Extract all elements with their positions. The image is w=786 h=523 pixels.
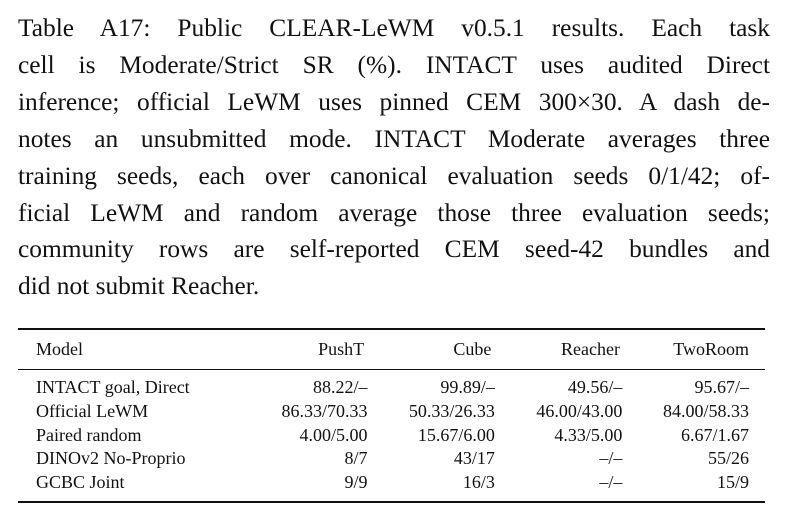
caption-line: Table A17: Public CLEAR-LeWM v0.5.1 results. Each task — [18, 14, 770, 42]
cell-model: Paired random — [36, 424, 142, 445]
cell-cube: 99.89/– — [440, 377, 495, 397]
results-table — [18, 328, 765, 503]
cell-reacher: –/– — [599, 472, 623, 493]
cell-reacher: 4.33/5.00 — [554, 424, 623, 445]
table-row — [18, 447, 765, 471]
caption-line: did not submit Reacher. — [18, 272, 260, 301]
cell-reacher: –/– — [599, 448, 623, 469]
cell-model: INTACT goal, Direct — [36, 377, 190, 397]
cell-pusht: 86.33/70.33 — [281, 400, 368, 421]
cell-tworoom: 95.67/– — [694, 377, 749, 397]
cell-pusht: 9/9 — [344, 472, 368, 493]
table-bottom-rule — [18, 501, 765, 503]
table-row — [18, 376, 765, 400]
header-row — [18, 330, 765, 369]
cell-cube: 16/3 — [462, 472, 495, 493]
cell-model: Official LeWM — [36, 400, 149, 421]
cell-pusht: 4.00/5.00 — [299, 424, 368, 445]
header-model: Model — [36, 339, 83, 359]
cell-pusht: 88.22/– — [312, 377, 368, 397]
cell-pusht: 8/7 — [344, 448, 368, 469]
table-row — [18, 471, 765, 495]
cell-model: DINOv2 No-Proprio — [36, 448, 186, 469]
header-reacher: Reacher — [561, 339, 621, 359]
caption-line: inference; official LeWM uses pinned CEM 300×30. A dash de- — [18, 87, 770, 116]
cell-cube: 15.67/6.00 — [417, 424, 495, 445]
cell-cube: 43/17 — [453, 448, 495, 469]
cell-tworoom: 15/9 — [716, 472, 749, 493]
table-body — [18, 376, 765, 495]
table-header — [18, 330, 765, 369]
cell-reacher: 49.56/– — [567, 377, 623, 397]
caption-line: notes an unsubmitted mode. INTACT Moderate averages three — [18, 124, 770, 153]
table-caption — [18, 10, 770, 305]
cell-reacher: 46.00/43.00 — [536, 400, 623, 421]
table-row — [18, 424, 765, 448]
caption-line: ficial LeWM and random average those three evaluation seeds; — [18, 198, 770, 227]
header-pusht: PushT — [318, 339, 365, 359]
header-cube: Cube — [453, 339, 492, 359]
caption-line: training seeds, each over canonical evaluation seeds 0/1/42; of- — [18, 161, 770, 190]
header-tworoom: TwoRoom — [673, 339, 749, 359]
cell-cube: 50.33/26.33 — [408, 400, 495, 421]
caption-line: community rows are self-reported CEM seed-42 bundles and — [18, 235, 770, 264]
cell-tworoom: 55/26 — [707, 448, 749, 469]
cell-tworoom: 84.00/58.33 — [662, 400, 749, 421]
caption-line: cell is Moderate/Strict SR (%). INTACT uses audited Direct — [18, 50, 770, 79]
cell-model: GCBC Joint — [36, 472, 125, 493]
cell-tworoom: 6.67/1.67 — [680, 424, 749, 445]
table-row — [18, 400, 765, 424]
